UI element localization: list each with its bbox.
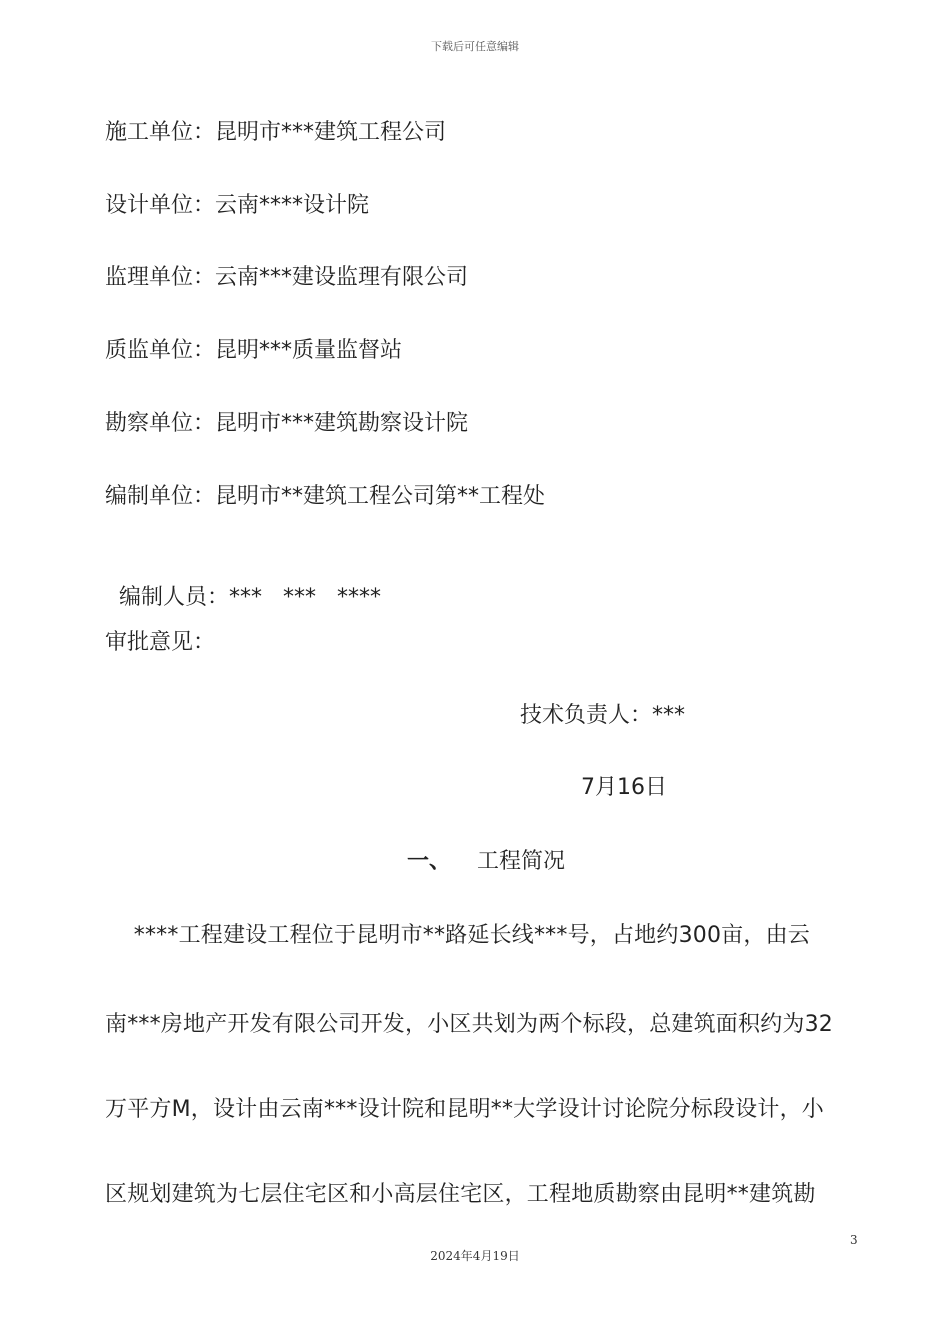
- section-title: [407, 848, 565, 876]
- section-number: 一、: [407, 849, 452, 874]
- paragraph-line: 区规划建筑为七层住宅区和小高层住宅区，工程地质勘察由昆明**建筑勘: [105, 1182, 816, 1207]
- field-label: 勘察单位：: [105, 411, 216, 436]
- field-compiling-staff: [105, 556, 381, 612]
- section-title-text: 工程简况: [477, 849, 566, 874]
- footer-date: 2024年4月19日: [430, 1249, 520, 1263]
- paragraph-line: 南***房地产开发有限公司开发，小区共划为两个标段，总建筑面积约为32: [105, 1012, 833, 1037]
- field-value: 昆明市**建筑工程公司第**工程处: [215, 484, 546, 509]
- field-label: 监理单位：: [105, 265, 216, 290]
- field-label: 审批意见：: [105, 630, 216, 655]
- field-value: 昆明市***建筑工程公司: [215, 120, 447, 145]
- field-label: 设计单位：: [105, 193, 216, 218]
- signature-date: 7月16日: [581, 775, 667, 800]
- field-label: 编制人员：: [119, 585, 230, 610]
- technical-lead-signature: [520, 702, 685, 730]
- signature-label: 技术负责人：: [520, 703, 653, 728]
- paragraph-line: 万平方M，设计由云南***设计院和昆明**大学设计讨论院分标段设计，小: [105, 1097, 824, 1122]
- field-label: 施工单位：: [105, 120, 216, 145]
- field-design-unit: [105, 192, 369, 220]
- field-quality-unit: [105, 337, 402, 365]
- field-value: *** *** ****: [229, 585, 381, 610]
- field-value: 昆明市***建筑勘察设计院: [215, 411, 469, 436]
- field-label: 质监单位：: [105, 338, 216, 363]
- field-compiling-unit: [105, 483, 545, 511]
- field-value: 昆明***质量监督站: [215, 338, 403, 363]
- signature-name: ***: [652, 703, 686, 728]
- field-value: 云南****设计院: [215, 193, 370, 218]
- field-survey-unit: [105, 410, 468, 438]
- field-construction-unit: [105, 119, 446, 147]
- field-approval-opinion: [105, 629, 215, 657]
- page-header: 下载后可任意编辑: [431, 40, 519, 53]
- page-number: 3: [850, 1233, 858, 1247]
- field-supervision-unit: [105, 264, 468, 292]
- field-label: 编制单位：: [105, 484, 216, 509]
- paragraph-line: ****工程建设工程位于昆明市**路延长线***号，占地约300亩，由云: [105, 923, 810, 948]
- field-value: 云南***建设监理有限公司: [215, 265, 469, 290]
